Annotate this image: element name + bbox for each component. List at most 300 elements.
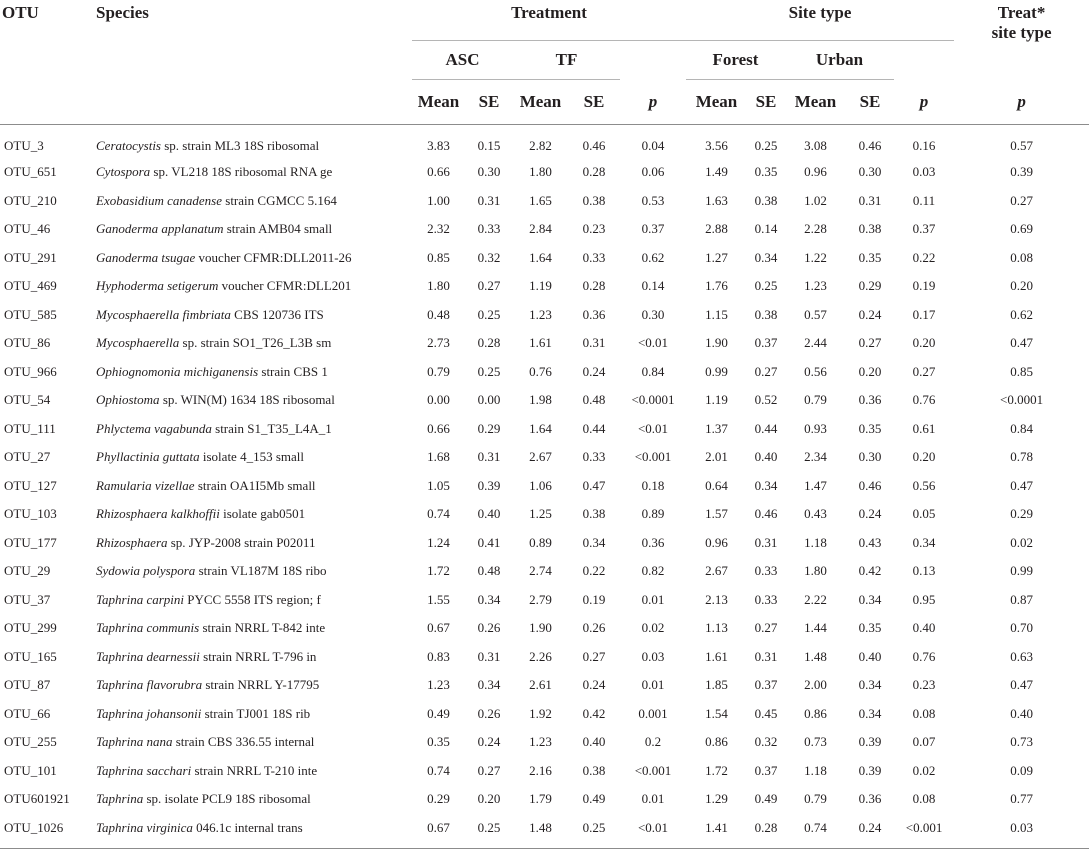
- tf-mean-cell: 2.61: [529, 677, 552, 693]
- otu-id-cell: OTU_54: [4, 392, 51, 408]
- species-cell: [96, 785, 412, 814]
- urban-se-cell: 0.42: [858, 563, 882, 579]
- species-description: isolate 4_153 small: [199, 449, 304, 465]
- treatment-p-cell: <0.01: [620, 814, 686, 849]
- site-p-cell: 0.20: [912, 335, 936, 351]
- urban-mean-cell: 1.47: [804, 477, 827, 493]
- species-genus-name: Taphrina johansonii: [96, 705, 202, 721]
- forest-se-cell: 0.49: [754, 791, 778, 807]
- species-genus-name: Taphrina virginica: [96, 819, 193, 835]
- site-p-cell: 0.95: [912, 591, 936, 607]
- treatment-p-cell: 0.36: [641, 534, 665, 550]
- urban-mean-cell: 1.18: [804, 534, 827, 550]
- site-p-cell: 0.05: [912, 506, 936, 522]
- table-row: [0, 557, 1089, 586]
- tf-mean-cell: 1.19: [529, 278, 552, 294]
- species-description: strain TJ001 18S rib: [201, 705, 311, 721]
- species-genus-name: Mycosphaerella fimbriata: [96, 306, 231, 322]
- treatment-p-cell: <0.01: [637, 335, 669, 351]
- urban-mean-cell: 1.23: [804, 278, 827, 294]
- forest-se-cell: 0.27: [754, 363, 778, 379]
- forest-mean-cell: 1.13: [705, 620, 728, 636]
- treatment-p-cell: 0.62: [641, 249, 665, 265]
- species-cell: [96, 158, 412, 187]
- treatment-p-cell: 0.01: [641, 591, 665, 607]
- asc-se-cell: 0.27: [477, 278, 501, 294]
- species-genus-name: Taphrina communis: [96, 620, 200, 636]
- tf-mean-cell: 0.89: [529, 534, 552, 550]
- site-p-cell: 0.03: [912, 164, 936, 180]
- asc-mean-cell: 1.55: [427, 591, 450, 607]
- species-genus-name: Cytospora: [96, 164, 151, 180]
- tf-mean-cell: 2.84: [529, 221, 552, 237]
- site-p-cell: 0.56: [912, 477, 936, 493]
- table-row: [0, 125, 1089, 159]
- site-p-cell: 0.19: [912, 278, 936, 294]
- tf-mean-cell: 1.61: [529, 335, 552, 351]
- table-row: [0, 187, 1089, 216]
- species-cell: [96, 757, 412, 786]
- tf-mean-cell: 0.76: [529, 363, 552, 379]
- header-urban-se: SE: [846, 80, 894, 125]
- table-row: [0, 272, 1089, 301]
- forest-se-cell: 0.37: [754, 762, 778, 778]
- species-genus-name: Ramularia vizellae: [96, 477, 195, 493]
- asc-mean-cell: 0.66: [427, 420, 450, 436]
- forest-se-cell: 0.33: [754, 591, 778, 607]
- table-body: [0, 125, 1089, 849]
- species-genus-name: Ceratocystis: [96, 137, 161, 153]
- species-genus-name: Taphrina: [96, 791, 144, 807]
- urban-mean-cell: 0.96: [804, 164, 827, 180]
- asc-mean-cell: 0.00: [427, 392, 450, 408]
- tf-mean-cell: 1.64: [529, 420, 552, 436]
- species-cell: [96, 814, 412, 849]
- asc-mean-cell: 0.66: [427, 164, 450, 180]
- species-cell: [96, 386, 412, 415]
- asc-mean-cell: 1.23: [427, 677, 450, 693]
- species-description: 046.1c internal trans: [192, 819, 303, 835]
- treatment-p-cell: 0.82: [641, 563, 665, 579]
- tf-se-cell: 0.22: [582, 563, 606, 579]
- urban-se-cell: 0.34: [858, 591, 882, 607]
- species-description: strain NRRL T-210 inte: [191, 762, 318, 778]
- header-forest: Forest: [686, 41, 785, 80]
- species-genus-name: Taphrina flavorubra: [96, 677, 203, 693]
- otu-id-cell: OTU_27: [4, 449, 51, 465]
- tf-se-cell: 0.40: [582, 734, 606, 750]
- table-row: [0, 244, 1089, 273]
- urban-se-cell: 0.35: [858, 620, 882, 636]
- asc-mean-cell: 1.68: [427, 449, 450, 465]
- asc-se-cell: 0.30: [477, 164, 501, 180]
- urban-mean-cell: 1.18: [804, 762, 827, 778]
- species-description: strain VL187M 18S ribo: [195, 563, 327, 579]
- header-asc: ASC: [412, 41, 513, 80]
- header-tf-mean: Mean: [513, 80, 568, 125]
- site-p-cell: 0.08: [912, 705, 936, 721]
- species-genus-name: Ganoderma tsugae: [96, 249, 196, 265]
- asc-se-cell: 0.26: [477, 705, 501, 721]
- treatment-p-cell: <0.0001: [631, 392, 675, 408]
- asc-mean-cell: 0.83: [427, 648, 450, 664]
- interaction-p-cell: 0.09: [1010, 762, 1033, 778]
- urban-se-cell: 0.30: [858, 449, 882, 465]
- species-cell: [96, 643, 412, 672]
- species-description: voucher CFMR:DLL201: [218, 278, 352, 294]
- interaction-p-cell: 0.47: [1010, 677, 1033, 693]
- otu-id-cell: OTU601921: [4, 791, 70, 807]
- otu-id-cell: OTU_165: [4, 648, 57, 664]
- urban-se-cell: 0.34: [858, 677, 882, 693]
- site-p-cell: 0.37: [912, 221, 936, 237]
- forest-mean-cell: 0.99: [705, 363, 728, 379]
- urban-mean-cell: 0.86: [804, 705, 827, 721]
- species-cell: [96, 700, 412, 729]
- asc-mean-cell: 3.83: [427, 137, 450, 153]
- urban-mean-cell: 0.74: [785, 814, 846, 849]
- tf-mean-cell: 1.23: [529, 306, 552, 322]
- interaction-p-cell: 0.20: [1010, 278, 1033, 294]
- tf-se-cell: 0.46: [582, 137, 606, 153]
- table-row: [0, 586, 1089, 615]
- species-description: strain CBS 1: [258, 363, 328, 379]
- forest-mean-cell: 1.63: [705, 192, 728, 208]
- table-row: [0, 158, 1089, 187]
- species-description: sp. strain ML3 18S ribosomal: [161, 137, 320, 153]
- treatment-p-cell: 0.89: [641, 506, 665, 522]
- interaction-p-cell: 0.62: [1010, 306, 1033, 322]
- treatment-p-cell: 0.14: [641, 278, 665, 294]
- species-genus-name: Taphrina dearnessii: [96, 648, 200, 664]
- urban-mean-cell: 1.22: [804, 249, 827, 265]
- forest-mean-cell: 1.15: [705, 306, 728, 322]
- treatment-p-cell: 0.37: [641, 221, 665, 237]
- forest-mean-cell: 0.96: [705, 534, 728, 550]
- species-cell: [96, 500, 412, 529]
- tf-se-cell: 0.28: [582, 278, 606, 294]
- tf-se-cell: 0.47: [582, 477, 606, 493]
- species-description: isolate gab0501: [219, 506, 306, 522]
- forest-se-cell: 0.37: [754, 335, 778, 351]
- interaction-p-cell: 0.77: [1010, 791, 1033, 807]
- asc-se-cell: 0.40: [477, 506, 501, 522]
- header-otu: OTU: [2, 3, 39, 22]
- species-cell: [96, 272, 412, 301]
- otu-id-cell: OTU_46: [4, 221, 51, 237]
- header-species: Species: [96, 3, 149, 22]
- header-asc-se: SE: [465, 80, 513, 125]
- urban-se-cell: 0.34: [858, 705, 882, 721]
- asc-mean-cell: 2.73: [427, 335, 450, 351]
- interaction-p-cell: 0.39: [1010, 164, 1033, 180]
- forest-mean-cell: 1.54: [705, 705, 728, 721]
- tf-se-cell: 0.33: [582, 449, 606, 465]
- forest-se-cell: 0.25: [754, 137, 778, 153]
- species-description: strain NRRL T-796 in: [199, 648, 317, 664]
- header-forest-se: SE: [747, 80, 785, 125]
- asc-se-cell: 0.34: [477, 677, 501, 693]
- asc-se-cell: 0.20: [477, 791, 501, 807]
- tf-se-cell: 0.31: [582, 335, 606, 351]
- tf-se-cell: 0.38: [582, 192, 606, 208]
- urban-se-cell: 0.29: [858, 278, 882, 294]
- urban-mean-cell: 0.79: [804, 791, 827, 807]
- site-p-cell: <0.001: [894, 814, 954, 849]
- table-row: [0, 301, 1089, 330]
- interaction-p-cell: 0.69: [1010, 221, 1033, 237]
- species-genus-name: Rhizosphaera kalkhoffii: [96, 506, 220, 522]
- header-tf: TF: [513, 41, 620, 80]
- urban-se-cell: 0.20: [858, 363, 882, 379]
- forest-se-cell: 0.32: [754, 734, 778, 750]
- asc-se-cell: 0.25: [477, 306, 501, 322]
- forest-se-cell: 0.31: [754, 534, 778, 550]
- asc-mean-cell: 0.85: [427, 249, 450, 265]
- urban-se-cell: 0.46: [858, 477, 882, 493]
- asc-se-cell: 0.25: [465, 814, 513, 849]
- tf-se-cell: 0.28: [582, 164, 606, 180]
- species-cell: [96, 329, 412, 358]
- interaction-p-cell: 0.70: [1010, 620, 1033, 636]
- interaction-p-cell: 0.29: [1010, 506, 1033, 522]
- treatment-p-cell: 0.03: [641, 648, 665, 664]
- species-cell: [96, 125, 412, 159]
- species-cell: [96, 301, 412, 330]
- forest-se-cell: 0.25: [754, 278, 778, 294]
- otu-id-cell: OTU_29: [4, 563, 51, 579]
- urban-mean-cell: 0.73: [804, 734, 827, 750]
- interaction-p-cell: 0.08: [1010, 249, 1033, 265]
- table-row: [0, 814, 1089, 849]
- treatment-p-cell: 0.001: [638, 705, 668, 721]
- otu-id-cell: OTU_3: [4, 137, 44, 153]
- tf-se-cell: 0.49: [582, 791, 606, 807]
- asc-mean-cell: 0.67: [412, 814, 465, 849]
- asc-mean-cell: 0.48: [427, 306, 450, 322]
- forest-mean-cell: 2.67: [705, 563, 728, 579]
- species-cell: [96, 443, 412, 472]
- species-genus-name: Rhizosphaera: [96, 534, 168, 550]
- otu-id-cell: OTU_177: [4, 534, 57, 550]
- tf-mean-cell: 2.26: [529, 648, 552, 664]
- otu-id-cell: OTU_127: [4, 477, 57, 493]
- tf-mean-cell: 1.06: [529, 477, 552, 493]
- forest-mean-cell: 1.37: [705, 420, 728, 436]
- interaction-p-cell: 0.73: [1010, 734, 1033, 750]
- species-cell: [96, 557, 412, 586]
- site-p-cell: 0.40: [912, 620, 936, 636]
- asc-se-cell: 0.24: [477, 734, 501, 750]
- species-description: strain S1_T35_L4A_1: [211, 420, 332, 436]
- tf-mean-cell: 1.23: [529, 734, 552, 750]
- interaction-p-cell: 0.27: [1010, 192, 1033, 208]
- forest-mean-cell: 1.76: [705, 278, 728, 294]
- urban-se-cell: 0.38: [858, 221, 882, 237]
- interaction-p-cell: 0.03: [954, 814, 1089, 849]
- tf-mean-cell: 1.48: [513, 814, 568, 849]
- header-treat-site-type: Treat* site type: [991, 3, 1052, 42]
- urban-mean-cell: 2.22: [804, 591, 827, 607]
- asc-mean-cell: 2.32: [427, 221, 450, 237]
- asc-se-cell: 0.41: [477, 534, 501, 550]
- urban-mean-cell: 1.48: [804, 648, 827, 664]
- forest-se-cell: 0.31: [754, 648, 778, 664]
- header-forest-mean: Mean: [686, 80, 747, 125]
- species-genus-name: Ophiognomonia michiganensis: [96, 363, 259, 379]
- urban-se-cell: 0.39: [858, 762, 882, 778]
- treatment-p-cell: 0.02: [641, 620, 665, 636]
- urban-se-cell: 0.35: [858, 420, 882, 436]
- species-genus-name: Phlyctema vagabunda: [96, 420, 212, 436]
- site-p-cell: 0.11: [912, 192, 936, 208]
- asc-se-cell: 0.15: [477, 137, 501, 153]
- tf-se-cell: 0.48: [582, 392, 606, 408]
- species-description: sp. isolate PCL9 18S ribosomal: [143, 791, 311, 807]
- site-p-cell: 0.23: [912, 677, 936, 693]
- forest-se-cell: 0.38: [754, 306, 778, 322]
- treatment-p-cell: 0.18: [641, 477, 665, 493]
- asc-se-cell: 0.31: [477, 648, 501, 664]
- treatment-p-cell: 0.2: [644, 734, 662, 750]
- species-cell: [96, 415, 412, 444]
- interaction-p-cell: 0.47: [1010, 477, 1033, 493]
- header-asc-mean: Mean: [412, 80, 465, 125]
- table-row: [0, 671, 1089, 700]
- asc-mean-cell: 1.80: [427, 278, 450, 294]
- urban-mean-cell: 2.34: [804, 449, 827, 465]
- species-genus-name: Sydowia polyspora: [96, 563, 196, 579]
- tf-se-cell: 0.24: [582, 677, 606, 693]
- otu-id-cell: OTU_210: [4, 192, 57, 208]
- tf-se-cell: 0.19: [582, 591, 606, 607]
- asc-se-cell: 0.31: [477, 192, 501, 208]
- tf-mean-cell: 2.74: [529, 563, 552, 579]
- treatment-p-cell: 0.06: [641, 164, 665, 180]
- forest-mean-cell: 0.64: [705, 477, 728, 493]
- forest-se-cell: 0.37: [754, 677, 778, 693]
- asc-mean-cell: 1.24: [427, 534, 450, 550]
- urban-mean-cell: 0.93: [804, 420, 827, 436]
- tf-mean-cell: 1.92: [529, 705, 552, 721]
- forest-mean-cell: 2.13: [705, 591, 728, 607]
- species-cell: [96, 187, 412, 216]
- species-cell: [96, 244, 412, 273]
- species-description: strain AMB04 small: [223, 221, 333, 237]
- forest-mean-cell: 1.19: [705, 392, 728, 408]
- asc-se-cell: 0.48: [477, 563, 501, 579]
- table-row: [0, 358, 1089, 387]
- tf-se-cell: 0.42: [582, 705, 606, 721]
- species-genus-name: Hyphoderma setigerum: [96, 278, 219, 294]
- tf-mean-cell: 2.79: [529, 591, 552, 607]
- species-cell: [96, 215, 412, 244]
- forest-mean-cell: 1.41: [686, 814, 747, 849]
- forest-se-cell: 0.14: [754, 221, 778, 237]
- forest-se-cell: 0.44: [754, 420, 778, 436]
- asc-se-cell: 0.27: [477, 762, 501, 778]
- asc-mean-cell: 0.74: [427, 506, 450, 522]
- header-urban: Urban: [785, 41, 894, 80]
- tf-se-cell: 0.38: [582, 762, 606, 778]
- treatment-p-cell: 0.53: [641, 192, 665, 208]
- species-genus-name: Taphrina nana: [96, 734, 173, 750]
- interaction-p-cell: 0.99: [1010, 563, 1033, 579]
- urban-mean-cell: 1.02: [804, 192, 827, 208]
- asc-mean-cell: 0.74: [427, 762, 450, 778]
- urban-se-cell: 0.46: [858, 137, 882, 153]
- site-p-cell: 0.76: [912, 392, 936, 408]
- table-row: [0, 329, 1089, 358]
- otu-id-cell: OTU_37: [4, 591, 51, 607]
- site-p-cell: 0.27: [912, 363, 936, 379]
- asc-mean-cell: 0.79: [427, 363, 450, 379]
- forest-se-cell: 0.46: [754, 506, 778, 522]
- tf-se-cell: 0.33: [582, 249, 606, 265]
- header-urban-mean: Mean: [785, 80, 846, 125]
- interaction-p-cell: 0.85: [1010, 363, 1033, 379]
- asc-se-cell: 0.00: [477, 392, 501, 408]
- urban-se-cell: 0.36: [858, 791, 882, 807]
- table-row: [0, 500, 1089, 529]
- asc-mean-cell: 0.29: [427, 791, 450, 807]
- interaction-p-cell: 0.02: [1010, 534, 1033, 550]
- site-p-cell: 0.76: [912, 648, 936, 664]
- forest-se-cell: 0.52: [754, 392, 778, 408]
- forest-mean-cell: 0.86: [705, 734, 728, 750]
- tf-se-cell: 0.27: [582, 648, 606, 664]
- asc-se-cell: 0.31: [477, 449, 501, 465]
- header-site-type: Site type: [788, 3, 852, 22]
- forest-mean-cell: 1.90: [705, 335, 728, 351]
- species-genus-name: Taphrina carpini: [96, 591, 185, 607]
- asc-se-cell: 0.29: [477, 420, 501, 436]
- urban-se-cell: 0.24: [858, 306, 882, 322]
- otu-id-cell: OTU_255: [4, 734, 57, 750]
- site-p-cell: 0.34: [912, 534, 936, 550]
- treatment-p-cell: <0.001: [634, 449, 672, 465]
- species-description: sp. JYP-2008 strain P02011: [167, 534, 316, 550]
- interaction-p-cell: 0.40: [1010, 705, 1033, 721]
- tf-mean-cell: 1.65: [529, 192, 552, 208]
- site-p-cell: 0.08: [912, 791, 936, 807]
- interaction-p-cell: 0.87: [1010, 591, 1033, 607]
- urban-mean-cell: 0.56: [804, 363, 827, 379]
- forest-se-cell: 0.34: [754, 477, 778, 493]
- asc-se-cell: 0.26: [477, 620, 501, 636]
- forest-mean-cell: 2.01: [705, 449, 728, 465]
- asc-se-cell: 0.34: [477, 591, 501, 607]
- asc-mean-cell: 1.72: [427, 563, 450, 579]
- forest-mean-cell: 1.29: [705, 791, 728, 807]
- tf-mean-cell: 1.80: [529, 164, 552, 180]
- table-row: [0, 215, 1089, 244]
- otu-id-cell: OTU_66: [4, 705, 51, 721]
- urban-se-cell: 0.24: [846, 814, 894, 849]
- tf-se-cell: 0.36: [582, 306, 606, 322]
- species-description: PYCC 5558 ITS region; f: [184, 591, 321, 607]
- species-cell: [96, 358, 412, 387]
- species-description: strain CBS 336.55 internal: [172, 734, 315, 750]
- tf-mean-cell: 1.98: [529, 392, 552, 408]
- tf-mean-cell: 1.64: [529, 249, 552, 265]
- table-row: [0, 529, 1089, 558]
- header-tf-se: SE: [568, 80, 620, 125]
- table-row: [0, 386, 1089, 415]
- site-p-cell: 0.07: [912, 734, 936, 750]
- urban-mean-cell: 0.57: [804, 306, 827, 322]
- table-row: [0, 614, 1089, 643]
